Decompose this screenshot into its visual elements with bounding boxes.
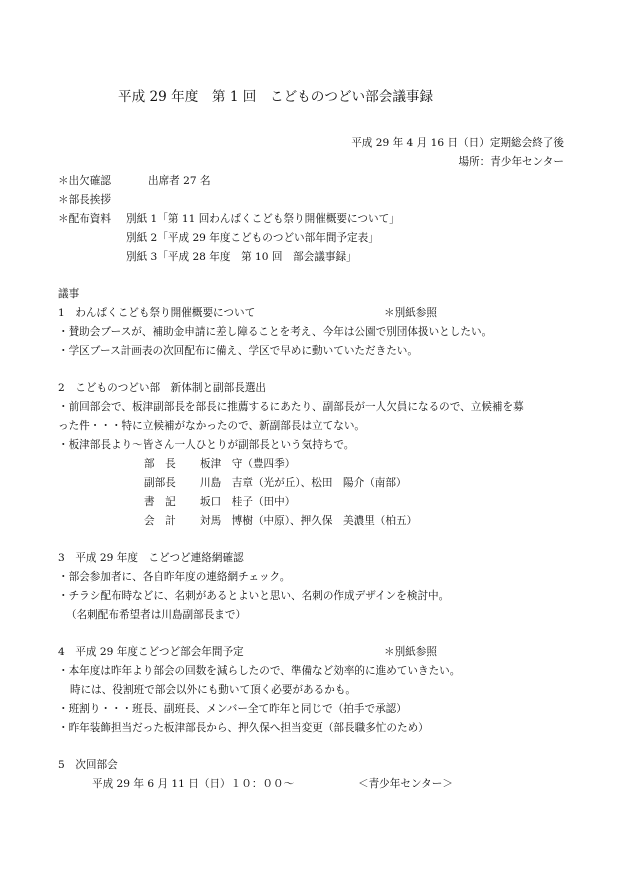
item1-note: ＊別紙参照 (384, 307, 437, 319)
attendance-label: ＊出欠確認 (58, 175, 111, 187)
role-label: 書 記 (144, 496, 176, 508)
meeting-date: 平成 29 年 4 月 16 日（日）定期総会終了後 (351, 137, 564, 149)
material-item: 別紙 2「平成 29 年度こどものつどい部年間予定表」 (126, 232, 379, 244)
item4-heading: 4 平成 29 年度こどつど部会年間予定 (58, 646, 244, 658)
role-member: 対馬 博樹（中原）、押久保 美濃里（柏五） (200, 515, 418, 527)
item4-bullet-continuation: 時には、役割班で部会以外にも動いて頂く必要があるかも。 (70, 684, 357, 696)
item2-heading: 2 こどものつどい部 新体制と副部長選出 (58, 382, 267, 394)
meeting-place: 場所：青少年センター (458, 156, 564, 168)
role-member: 坂口 桂子（田中） (200, 496, 296, 508)
item4-bullet: ・班割り・・・班長、副班長、メンバー全て昨年と同じで（拍手で承認） (58, 703, 407, 715)
role-member: 川島 吉章（光が丘）、松田 陽介（南部） (200, 477, 407, 489)
item1-bullet: ・賛助会ブースが、補助金申請に差し障ることを考え、今年は公園で別団体扱いとしたい。 (58, 326, 493, 338)
next-meeting-place: ＜青少年センター＞ (358, 778, 453, 790)
item3-note: （名刺配布希望者は川島副部長まで） (66, 609, 247, 621)
agenda-heading: 議事 (58, 288, 80, 300)
item3-heading: 3 平成 29 年度 こどつど連絡網確認 (58, 552, 244, 564)
attendance-value: 出席者 27 名 (148, 175, 211, 187)
material-item: 別紙 1「第 11 回わんぱくこども祭り開催概要について」 (126, 213, 400, 225)
role-label: 会 計 (144, 515, 176, 527)
role-label: 部 長 (144, 458, 176, 470)
document-title: 平成 29 年度 第 1 回 こどものつどい部会議事録 (118, 89, 434, 105)
item4-note: ＊別紙参照 (384, 646, 437, 658)
materials-label: ＊配布資料 (58, 213, 111, 225)
next-meeting-date: 平成 29 年 6 月 11 日（日）１０：００～ (92, 778, 295, 790)
item3-bullet: ・部会参加者に、各自昨年度の連絡網チェック。 (58, 571, 291, 583)
item4-bullet: ・昨年装飾担当だった板津部長から、押久保へ担当変更（部長職多忙のため） (58, 722, 429, 734)
item4-bullet: ・本年度は昨年より部会の回数を減らしたので、準備など効率的に進めていきたい。 (58, 665, 461, 677)
item2-bullet-continuation: った件・・・特に立候補がなかったので、新副部長は立てない。 (58, 420, 366, 432)
item2-bullet: ・前回部会で、板津副部長を部長に推薦するにあたり、副部長が一人欠員になるので、立候補を募 (58, 401, 524, 413)
item1-bullet: ・学区ブース計画表の次回配布に備え、学区で早めに動いていただきたい。 (58, 345, 418, 357)
item5-heading: 5 次回部会 (58, 759, 118, 771)
item1-heading: 1 わんぱくこども祭り開催概要について (58, 307, 256, 319)
role-member: 板津 守（豊四季） (200, 458, 296, 470)
item3-bullet: ・チラシ配布時などに、名刺があるとよいと思い、名刺の作成デザインを検討中。 (58, 590, 450, 602)
material-item: 別紙 3「平成 28 年度 第 10 回 部会議事録」 (126, 251, 357, 263)
role-label: 副部長 (144, 477, 176, 489)
greeting-label: ＊部長挨拶 (58, 194, 111, 206)
item2-bullet: ・板津部長より～皆さん一人ひとりが副部長という気持ちで。 (58, 439, 355, 451)
